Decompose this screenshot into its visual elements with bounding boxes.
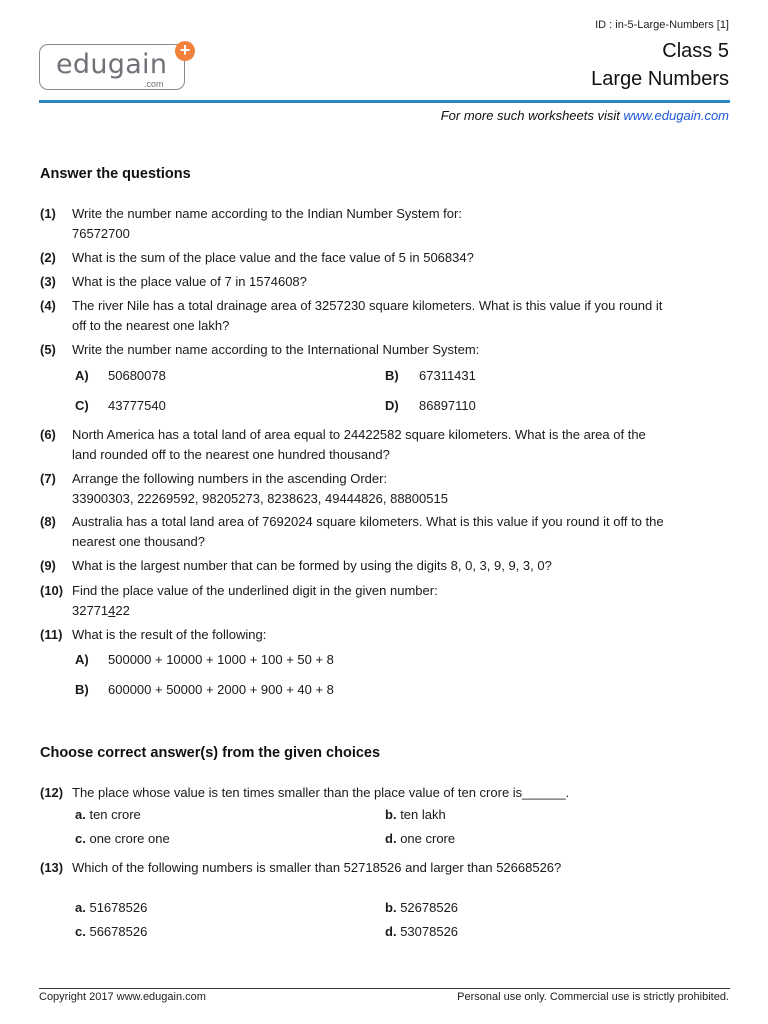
choice-value: 51678526: [89, 900, 148, 915]
question-13: [40, 858, 700, 878]
choice-label: a.: [75, 807, 86, 822]
option-value: 67311431: [419, 368, 476, 383]
question-number: (10): [40, 583, 64, 598]
question-number: (6): [40, 427, 56, 442]
question-number: (7): [40, 471, 56, 486]
question-text: Arrange the following numbers in the ascending Order:: [72, 471, 388, 486]
question-text-2: off to the nearest one lakh?: [72, 318, 230, 333]
question-number: (3): [40, 274, 56, 289]
question-6: [40, 425, 700, 465]
logo-domain: .com: [144, 79, 164, 89]
question-text: Australia has a total land area of 7692024 square kilometers. What is this value if you round it off to the: [72, 514, 664, 529]
question-text-2: 76572700: [72, 226, 130, 241]
edugain-link[interactable]: www.edugain.com: [623, 108, 729, 123]
choice-label: b.: [385, 807, 397, 822]
option-value: 43777540: [108, 398, 166, 413]
option-a: [75, 650, 334, 670]
choice-c[interactable]: [75, 829, 170, 849]
option-d: [385, 396, 476, 416]
option-value: 600000 + 50000 + 2000 + 900 + 40 + 8: [108, 682, 334, 697]
promo-line: [441, 108, 729, 123]
option-value: 86897110: [419, 398, 476, 413]
choice-c[interactable]: [75, 922, 147, 942]
choice-value: 52678526: [400, 900, 459, 915]
choice-label: b.: [385, 900, 397, 915]
usage-notice: Personal use only. Commercial use is strictly prohibited.: [457, 991, 729, 1003]
question-text-2: nearest one thousand?: [72, 534, 205, 549]
section-heading-answer: Answer the questions: [40, 166, 191, 182]
question-11: [40, 625, 700, 645]
choice-b[interactable]: [385, 805, 446, 825]
class-label: Class 5: [662, 40, 729, 62]
question-text: Write the number name according to the International Number System:: [72, 342, 480, 357]
choice-label: c.: [75, 831, 86, 846]
option-value: 50680078: [108, 368, 166, 383]
section-heading-choices: Choose correct answer(s) from the given choices: [40, 745, 381, 761]
question-7: [40, 469, 700, 509]
choice-d[interactable]: [385, 829, 455, 849]
plus-icon: +: [175, 41, 195, 61]
option-c: [75, 396, 166, 416]
digits-before: 32771: [72, 603, 109, 618]
choice-value: 53078526: [400, 924, 459, 939]
question-text: What is the place value of 7 in 1574608?: [72, 274, 307, 289]
question-number: (12): [40, 785, 64, 800]
question-text: Write the number name according to the Indian Number System for:: [72, 206, 462, 221]
option-b: [385, 366, 476, 386]
question-2: [40, 248, 700, 268]
worksheet-id: ID : in-5-Large-Numbers [1]: [595, 19, 729, 31]
question-number: (9): [40, 558, 56, 573]
promo-text: For more such worksheets visit: [440, 108, 624, 123]
question-text: The river Nile has a total drainage area of 3257230 square kilometers. What is this value if you round it: [72, 298, 663, 313]
option-label: B): [75, 682, 89, 697]
question-4: [40, 296, 700, 336]
logo-wordmark: edugain: [56, 49, 168, 80]
question-9: [40, 556, 700, 576]
question-number: (11): [40, 627, 63, 642]
choice-b[interactable]: [385, 898, 458, 918]
option-b: [75, 680, 334, 700]
option-a: [75, 366, 166, 386]
option-label: D): [385, 398, 399, 413]
question-text: Which of the following numbers is smaller than 52718526 and larger than 52668526?: [72, 860, 562, 875]
copyright-text: Copyright 2017 www.edugain.com: [39, 991, 206, 1003]
question-text: What is the largest number that can be formed by using the digits 8, 0, 3, 9, 9, 3, 0?: [72, 558, 552, 573]
underlined-digit: 4: [108, 603, 116, 618]
choice-d[interactable]: [385, 922, 458, 942]
choice-value: ten crore: [89, 807, 141, 822]
question-text: The place whose value is ten times smaller than the place value of ten crore is______.: [72, 785, 570, 800]
question-text-2: 33900303, 22269592, 98205273, 8238623, 49444826, 88800515: [72, 491, 448, 506]
choice-value: 56678526: [89, 924, 148, 939]
choice-label: c.: [75, 924, 86, 939]
choice-label: d.: [385, 924, 397, 939]
option-label: A): [75, 652, 89, 667]
question-text: What is the sum of the place value and the face value of 5 in 506834?: [72, 250, 474, 265]
question-text-2: land rounded off to the nearest one hundred thousand?: [72, 447, 390, 462]
question-text: What is the result of the following:: [72, 627, 267, 642]
option-label: C): [75, 398, 89, 413]
choice-value: ten lakh: [400, 807, 446, 822]
digits-after: 22: [115, 603, 130, 618]
option-label: A): [75, 368, 89, 383]
choice-value: one crore one: [89, 831, 170, 846]
question-number: (8): [40, 514, 56, 529]
question-text: North America has a total land of area equal to 24422582 square kilometers. What is the area of the: [72, 427, 646, 442]
header-divider: [39, 100, 730, 103]
question-12: [40, 783, 700, 803]
question-number: (1): [40, 206, 56, 221]
worksheet-title: Large Numbers: [591, 68, 729, 90]
question-5: [40, 340, 700, 360]
question-8: [40, 512, 700, 552]
question-10: [40, 581, 700, 621]
question-number: (13): [40, 860, 64, 875]
question-number-value: [72, 601, 700, 621]
question-text: Find the place value of the underlined digit in the given number:: [72, 583, 438, 598]
option-label: B): [385, 368, 399, 383]
choice-label: d.: [385, 831, 397, 846]
question-1: [40, 204, 700, 244]
question-number: (5): [40, 342, 56, 357]
choice-value: one crore: [400, 831, 456, 846]
choice-a[interactable]: [75, 898, 147, 918]
question-number: (2): [40, 250, 56, 265]
question-number: (4): [40, 298, 56, 313]
footer-divider: [39, 988, 730, 989]
option-value: 500000 + 10000 + 1000 + 100 + 50 + 8: [108, 652, 334, 667]
choice-a[interactable]: [75, 805, 141, 825]
question-3: [40, 272, 700, 292]
choice-label: a.: [75, 900, 86, 915]
